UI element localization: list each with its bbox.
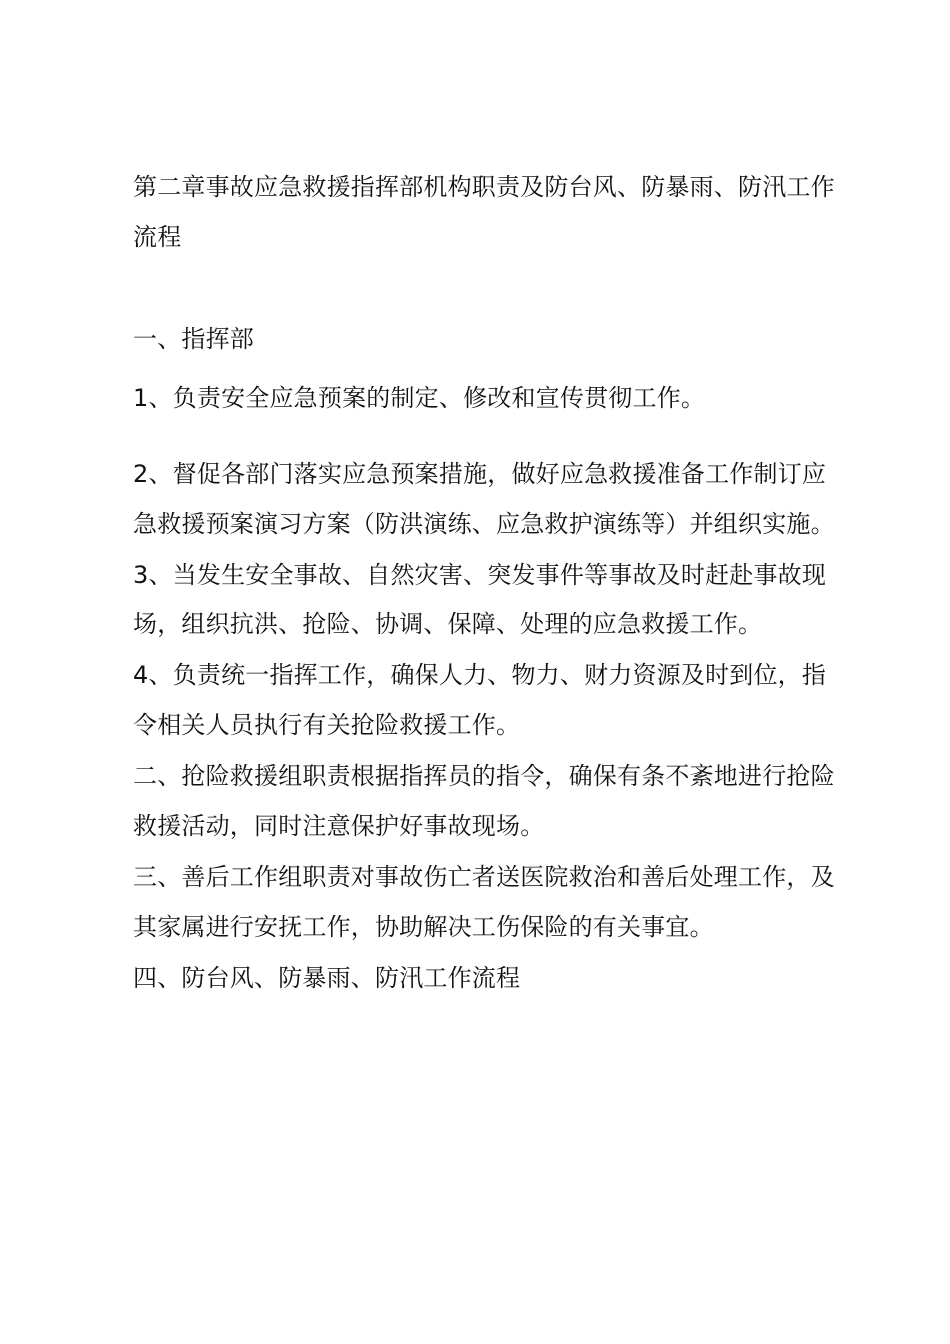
section-aftermath-line-1: 三、善后工作组职责对事故伤亡者送医院救治和善后处理工作，及 xyxy=(133,863,835,891)
section-aftermath-line-2: 其家属进行安抚工作，协助解决工伤保险的有关事宜。 xyxy=(133,913,714,941)
section-heading-flood-process: 四、防台风、防暴雨、防汛工作流程 xyxy=(133,964,521,992)
section-rescue-line-1: 二、抢险救援组职责根据指挥员的指令，确保有条不紊地进行抢险 xyxy=(133,762,835,790)
list-item-2-line-1: 2、督促各部门落实应急预案措施，做好应急救援准备工作制订应 xyxy=(133,460,827,488)
list-item-3-line-2: 场，组织抗洪、抢险、协调、保障、处理的应急救援工作。 xyxy=(133,610,763,638)
section-heading-command: 一、指挥部 xyxy=(133,325,254,353)
list-item-3-line-1: 3、当发生安全事故、自然灾害、突发事件等事故及时赶赴事故现 xyxy=(133,561,827,589)
chapter-title-line-2: 流程 xyxy=(133,223,182,251)
list-item-4-line-2: 令相关人员执行有关抢险救援工作。 xyxy=(133,711,521,739)
section-rescue-line-2: 救援活动，同时注意保护好事故现场。 xyxy=(133,812,545,840)
chapter-title-line-1: 第二章事故应急救援指挥部机构职责及防台风、防暴雨、防汛工作 xyxy=(133,173,835,201)
list-item-2-line-2: 急救援预案演习方案（防洪演练、应急救护演练等）并组织实施。 xyxy=(133,510,835,538)
list-item-4-line-1: 4、负责统一指挥工作，确保人力、物力、财力资源及时到位，指 xyxy=(133,661,827,689)
list-item-1: 1、负责安全应急预案的制定、修改和宣传贯彻工作。 xyxy=(133,384,706,412)
